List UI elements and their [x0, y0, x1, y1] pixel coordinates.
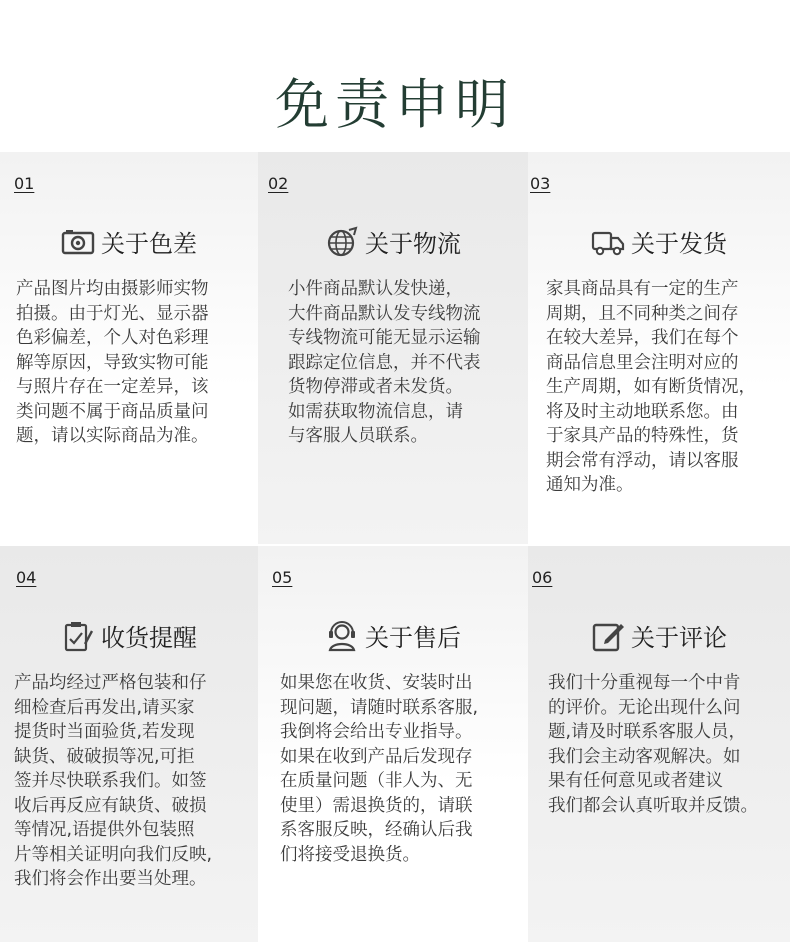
- card-after-sales: [258, 546, 528, 942]
- page-title: 免责申明: [275, 73, 515, 136]
- card-heading: 关于物流: [365, 230, 461, 258]
- card-reviews: [528, 546, 790, 942]
- card-text: 家具商品具有一定的生产 周期，且不同种类之间存 在较大差异，我们在每个 商品信息里会注明对应的 生产周期，如有断货情况， 将及时主动地联系您。由 于家具产品的特殊性，货 期会常有浮动，请以客服 通知为准。: [546, 279, 756, 495]
- card-heading: 关于发货: [631, 230, 727, 258]
- card-text: 产品图片均由摄影师实物 拍摄。由于灯光、显示器 色彩偏差，个人对色彩理 解等原因，导致实物可能 与照片存在一定差异，该 类问题不属于商品质量问 题，请以实际商品为准。: [16, 279, 209, 446]
- card-receipt-reminder: [0, 546, 258, 942]
- card-heading: 关于售后: [365, 624, 461, 652]
- card-logistics: [258, 152, 528, 544]
- truck-icon: [591, 225, 625, 259]
- card-number: 03: [530, 174, 551, 193]
- card-text: 小件商品默认发快递， 大件商品默认发专线物流 专线物流可能无显示运输 跟踪定位信息，并不代表 货物停滞或者未发货。 如需获取物流信息，请 与客服人员联系。: [288, 279, 481, 446]
- card-color-difference: [0, 152, 258, 544]
- card-header: [528, 618, 790, 653]
- card-header: [528, 224, 790, 259]
- card-number: 05: [272, 568, 293, 587]
- globe-logistics-icon: [325, 225, 359, 259]
- customer-service-icon: [325, 619, 359, 653]
- card-shipping: [528, 152, 790, 544]
- card-header: [258, 224, 528, 259]
- card-heading: 收货提醒: [101, 624, 197, 652]
- card-header: [0, 224, 258, 259]
- clipboard-check-icon: [61, 619, 95, 653]
- card-heading: 关于色差: [101, 230, 197, 258]
- card-number: 01: [14, 174, 35, 193]
- card-number: 02: [268, 174, 289, 193]
- card-text: 产品均经过严格包装和仔 细检查后再发出,请买家 提货时当面验货,若发现 缺货、破破损等况,可拒 签并尽快联系我们。如签 收后再反应有缺货、破损 等情况,语提供外包装照 片等相关证明向我们反映, 我们将会作出要当处理。: [14, 673, 213, 889]
- camera-icon: [61, 225, 95, 259]
- card-number: 06: [532, 568, 553, 587]
- edit-review-icon: [591, 619, 625, 653]
- card-header: [0, 618, 258, 653]
- card-text: 如果您在收货、安装时出 现问题，请随时联系客服, 我倒将会给出专业指导。 如果在收到产品后发现存 在质量问题（非人为、无 使里）需退换货的，请联 系客服反映，经确认后我 们将接受退换货。: [280, 673, 479, 865]
- card-header: [258, 618, 528, 653]
- card-number: 04: [16, 568, 37, 587]
- card-heading: 关于评论: [631, 624, 727, 652]
- card-text: 我们十分重视每一个中肯 的评价。无论出现什么问 题,请及时联系客服人员， 我们会主动客观解决。如 果有任何意见或者建议 我们都会认真听取并反馈。: [548, 673, 758, 816]
